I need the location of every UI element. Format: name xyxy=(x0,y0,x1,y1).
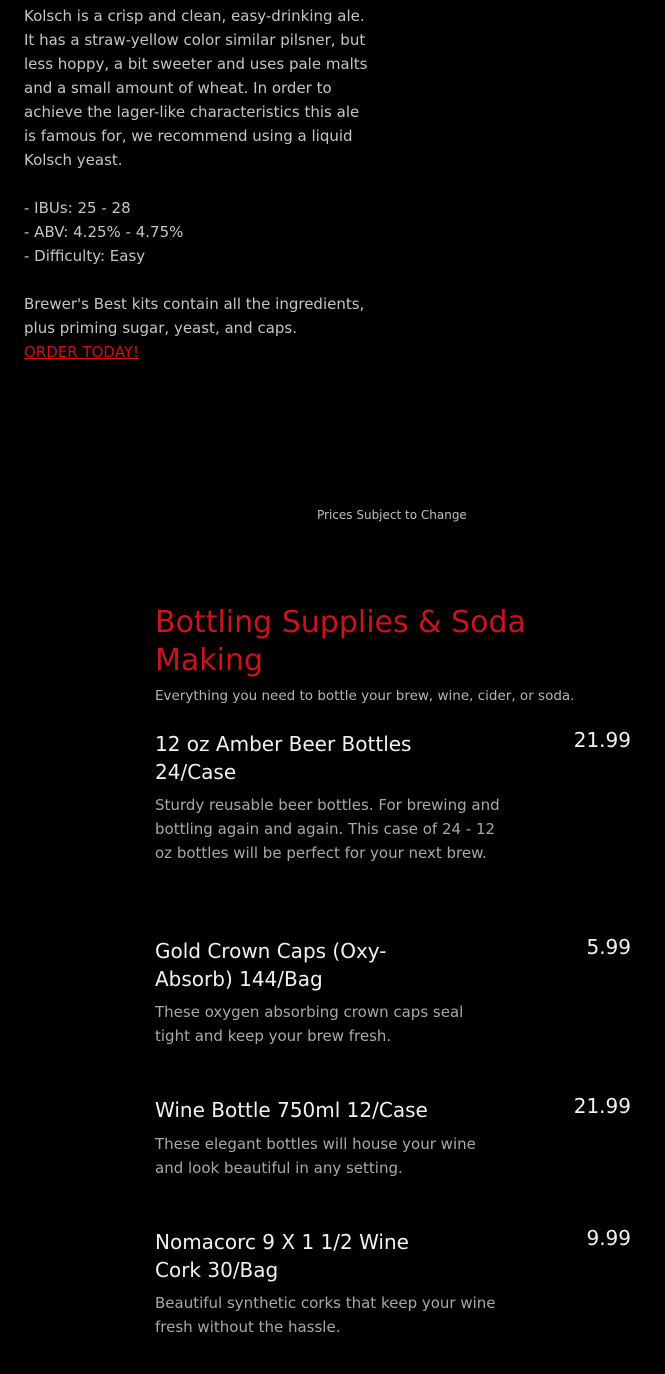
item-price: 5.99 xyxy=(586,935,631,959)
spec-ibus: - IBUs: 25 - 28 xyxy=(24,199,131,217)
item-description: Beautiful synthetic corks that keep your wine fresh without the hassle. xyxy=(155,1294,496,1336)
item-description: These elegant bottles will house your wine and look beautiful in any setting. xyxy=(155,1135,476,1177)
item-price: 21.99 xyxy=(573,728,631,752)
product-description xyxy=(24,4,369,364)
section-title: Bottling Supplies & Soda Making xyxy=(155,605,526,678)
spacer xyxy=(24,172,369,196)
bottling-section-header xyxy=(155,604,631,706)
section-description: Everything you need to bottle your brew, wine, cider, or soda. xyxy=(155,688,575,704)
description-paragraph: Kolsch is a crisp and clean, easy-drinking ale. It has a straw-yellow color similar pilsner, but less hoppy, a bit sweeter and uses pale malts and a small amount of wheat. In order to achieve the lager-like characteristics this ale is famous for, we recommend using a liquid Kolsch yeast. xyxy=(24,7,368,169)
order-today-link[interactable]: ORDER TODAY! xyxy=(24,343,139,361)
item-price: 9.99 xyxy=(586,1226,631,1250)
prices-note: Prices Subject to Change xyxy=(317,508,467,522)
item-price: 21.99 xyxy=(573,1094,631,1118)
item-name: 12 oz Amber Beer Bottles 24/Case xyxy=(155,732,412,784)
item-description: These oxygen absorbing crown caps seal tight and keep your brew fresh. xyxy=(155,1003,464,1045)
item-name: Gold Crown Caps (Oxy-Absorb) 144/Bag xyxy=(155,939,387,991)
spacer xyxy=(24,268,369,292)
item-description: Sturdy reusable beer bottles. For brewing and bottling again and again. This case of 24 - 12 oz bottles will be perfect for your next brew. xyxy=(155,796,500,862)
spec-abv: - ABV: 4.25% - 4.75% xyxy=(24,223,184,241)
item-name: Nomacorc 9 X 1 1/2 Wine Cork 30/Bag xyxy=(155,1230,409,1282)
kit-note: Brewer's Best kits contain all the ingredients, plus priming sugar, yeast, and caps. xyxy=(24,295,365,337)
item-name: Wine Bottle 750ml 12/Case xyxy=(155,1098,428,1122)
spec-difficulty: - Difficulty: Easy xyxy=(24,247,146,265)
